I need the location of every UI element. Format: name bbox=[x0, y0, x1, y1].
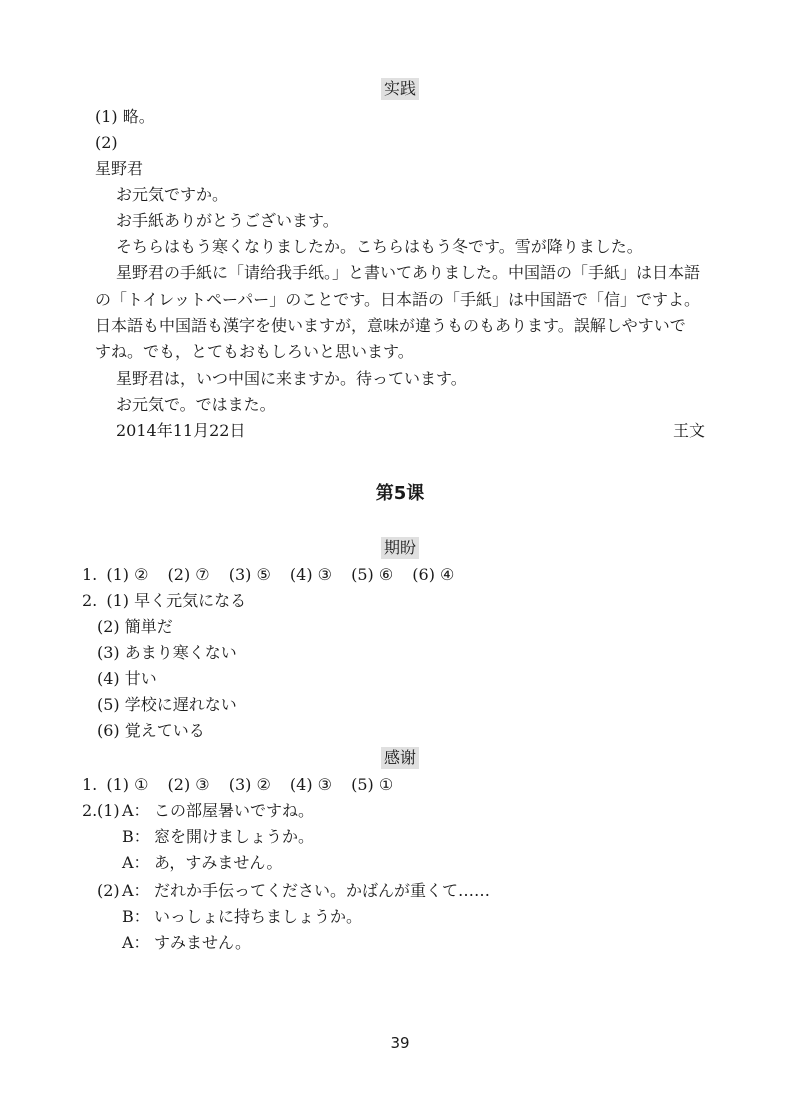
question-1-answers bbox=[82, 562, 468, 588]
answer-choice: (1) ① bbox=[106, 775, 149, 794]
answer-choice: (4) ③ bbox=[289, 565, 333, 584]
dialog-text: すみません。 bbox=[154, 933, 251, 952]
question-number: 1. bbox=[82, 565, 98, 584]
dialog-text: だれか手伝ってください。かばんが重くて…… bbox=[154, 881, 491, 900]
dialog-number: (2) bbox=[97, 881, 120, 900]
answer-choice: (5) ⑥ bbox=[351, 565, 394, 584]
dialog-speaker: B： bbox=[122, 827, 150, 846]
answer-choice: (2) ③ bbox=[167, 775, 210, 794]
dialog-speaker: A： bbox=[122, 933, 150, 952]
dialog-speaker: A： bbox=[122, 881, 150, 900]
answer-item: (2) 簡単だ bbox=[97, 617, 173, 636]
letter-line: お元気ですか。 bbox=[116, 185, 229, 204]
dialog-number: (1) bbox=[97, 801, 120, 820]
section-heading-thanks bbox=[0, 745, 800, 771]
page-number: 39 bbox=[390, 1034, 410, 1052]
question-2-answers bbox=[82, 588, 246, 614]
letter-line: お手紙ありがとうございます。 bbox=[116, 211, 339, 230]
section-heading-hope bbox=[0, 535, 800, 561]
letter-line: 日本語も中国語も漢字を使いますが，意味が違うものもあります。誤解しやすいで bbox=[95, 316, 686, 335]
letter-line: の「トイレットペーパー」のことです。日本語の「手紙」は中国語で「信」ですよ。 bbox=[95, 290, 700, 309]
dialog-speaker: A： bbox=[122, 853, 150, 872]
letter-line: そちらはもう寒くなりましたか。こちらはもう冬です。雪が降りました。 bbox=[116, 237, 643, 256]
answer-choice: (3) ② bbox=[228, 775, 271, 794]
answer-choice: (6) ④ bbox=[412, 565, 455, 584]
dialog-text: いっしょに持ちましょうか。 bbox=[154, 907, 363, 926]
answer-item-1: (1) 略。 bbox=[95, 107, 155, 126]
answer-item: (4) 甘い bbox=[97, 669, 157, 688]
letter-signature: 王文 bbox=[672, 421, 705, 440]
answer-item: (5) 学校に遅れない bbox=[97, 695, 237, 714]
dialog-text: この部屋暑いですね。 bbox=[154, 801, 315, 820]
question-number: 2. bbox=[82, 591, 98, 610]
answer-item: (6) 覚えている bbox=[97, 721, 205, 740]
answer-item-2: (2) bbox=[95, 133, 118, 152]
question-2-label: 2. bbox=[82, 801, 98, 820]
letter-line: お元気で。ではまた。 bbox=[116, 395, 276, 414]
lesson-title: 第5课 bbox=[375, 483, 425, 504]
dialog-speaker: A： bbox=[122, 801, 150, 820]
answer-choice: (3) ⑤ bbox=[228, 565, 271, 584]
section-heading-practice bbox=[0, 76, 800, 102]
dialog-text: 窓を開けましょうか。 bbox=[154, 827, 315, 846]
heading-text: 期盼 bbox=[381, 537, 419, 559]
heading-text: 感谢 bbox=[381, 747, 419, 769]
dialog-speaker: B： bbox=[122, 907, 150, 926]
question-number: 1. bbox=[82, 775, 98, 794]
letter-line: 星野君は，いつ中国に来ますか。待っています。 bbox=[116, 369, 467, 388]
letter-line: 星野君の手紙に「请给我手纸。」と書いてありました。中国語の「手紙」は日本語 bbox=[116, 263, 701, 282]
answer-choice: (4) ③ bbox=[289, 775, 333, 794]
answer-item: (3) あまり寒くない bbox=[97, 643, 237, 662]
answer-choice: (2) ⑦ bbox=[167, 565, 210, 584]
letter-salutation: 星野君 bbox=[95, 159, 144, 178]
letter-date: 2014年11月22日 bbox=[116, 421, 246, 440]
question-1-answers bbox=[82, 772, 407, 798]
answer-choice: (1) ② bbox=[106, 565, 149, 584]
heading-text: 实践 bbox=[381, 78, 419, 100]
answer-item: (1) 早く元気になる bbox=[106, 591, 247, 610]
dialog-text: あ，すみません。 bbox=[154, 853, 283, 872]
answer-choice: (5) ① bbox=[351, 775, 394, 794]
letter-line: すね。でも，とてもおもしろいと思います。 bbox=[95, 342, 414, 361]
